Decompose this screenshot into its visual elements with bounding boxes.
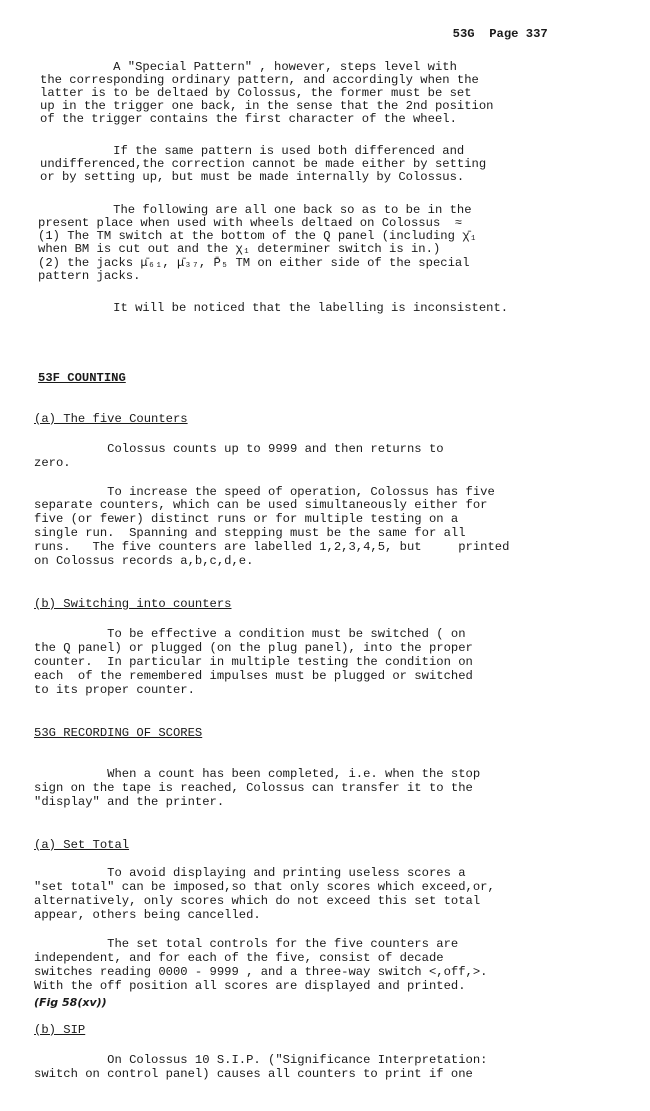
paragraph-labelling-note: It will be noticed that the labelling is inconsistent.	[40, 301, 509, 315]
text-line: single run. Spanning and stepping must be the same for all	[34, 526, 466, 540]
text-line: runs. The five counters are labelled 1,2,3,4,5, but printed	[34, 540, 510, 554]
page-number	[438, 14, 548, 41]
text-line: latter is to be deltaed by Colossus, the former must be set	[40, 86, 472, 100]
subheading-sip: (b) SIP	[34, 1023, 86, 1037]
text-line: Colossus counts up to 9999 and then returns to	[34, 442, 444, 456]
text-line: of the trigger contains the first character of the wheel.	[40, 112, 457, 126]
text-line: To be effective a condition must be switched ( on	[34, 627, 466, 641]
section-number: 53G	[452, 26, 475, 41]
text-line: pattern jacks.	[38, 269, 141, 283]
text-line: "set total" can be imposed,so that only scores which exceed,or,	[34, 880, 495, 894]
text-line: When a count has been completed, i.e. when the stop	[34, 767, 481, 781]
text-line: or by setting up, but must be made internally by Colossus.	[40, 170, 465, 184]
text-line: present place when used with wheels deltaed on Colossus ≈	[38, 216, 463, 230]
text-line: alternatively, only scores which do not exceed this set total	[34, 894, 481, 908]
text-line: appear, others being cancelled.	[34, 908, 261, 922]
subheading-five-counters: (a) The five Counters	[34, 412, 188, 426]
text-line: The set total controls for the five counters are	[34, 937, 459, 951]
text-line: "display" and the printer.	[34, 795, 225, 809]
text-line: up in the trigger one back, in the sense that the 2nd position	[40, 99, 494, 113]
page-label: Page 337	[489, 26, 548, 41]
text-line: the corresponding ordinary pattern, and accordingly when the	[40, 73, 479, 87]
text-line: five (or fewer) distinct runs or for multiple testing on a	[34, 512, 459, 526]
text-line: counter. In particular in multiple testing the condition on	[34, 655, 473, 669]
text-line: switches reading 0000 - 9999 , and a three-way switch <,off,>.	[34, 965, 488, 979]
text-line: zero.	[34, 456, 71, 470]
text-line: when BM is cut out and the χ₁ determiner switch is in.)	[38, 242, 441, 256]
text-line: To avoid displaying and printing useless scores a	[34, 866, 466, 880]
text-line: A "Special Pattern" , however, steps level with	[40, 60, 457, 74]
text-line: to its proper counter.	[34, 683, 195, 697]
text-line: (1) The TM switch at the bottom of the Q panel (including χ̄₁	[38, 229, 477, 243]
text-line: If the same pattern is used both differenced and	[40, 144, 465, 158]
section-heading-53f: 53F COUNTING	[38, 371, 126, 385]
text-line: on Colossus records a,b,c,d,e.	[34, 554, 254, 568]
text-line: switch on control panel) causes all counters to print if one	[34, 1067, 473, 1081]
text-line: The following are all one back so as to be in the	[40, 203, 472, 217]
section-heading-53g: 53G RECORDING OF SCORES	[34, 726, 203, 740]
text-line: On Colossus 10 S.I.P. ("Significance Interpretation:	[34, 1053, 488, 1067]
text-line: the Q panel) or plugged (on the plug panel), into the proper	[34, 641, 473, 655]
text-line: To increase the speed of operation, Colossus has five	[34, 485, 495, 499]
subheading-switching-counters: (b) Switching into counters	[34, 597, 232, 611]
text-line: independent, and for each of the five, consist of decade	[34, 951, 444, 965]
subheading-set-total: (a) Set Total	[34, 838, 130, 852]
text-line: With the off position all scores are displayed and printed.	[34, 979, 466, 993]
text-line: undifferenced,the correction cannot be made either by setting	[40, 157, 487, 171]
handwritten-figure-note: (Fig 58(xv))	[34, 996, 107, 1009]
text-line: separate counters, which can be used simultaneously either for	[34, 498, 488, 512]
text-line: sign on the tape is reached, Colossus can transfer it to the	[34, 781, 473, 795]
text-line: (2) the jacks μ̄₆₁, μ̄₃₇, P̄₅ TM on either side of the special	[38, 256, 470, 270]
text-line: each of the remembered impulses must be plugged or switched	[34, 669, 473, 683]
